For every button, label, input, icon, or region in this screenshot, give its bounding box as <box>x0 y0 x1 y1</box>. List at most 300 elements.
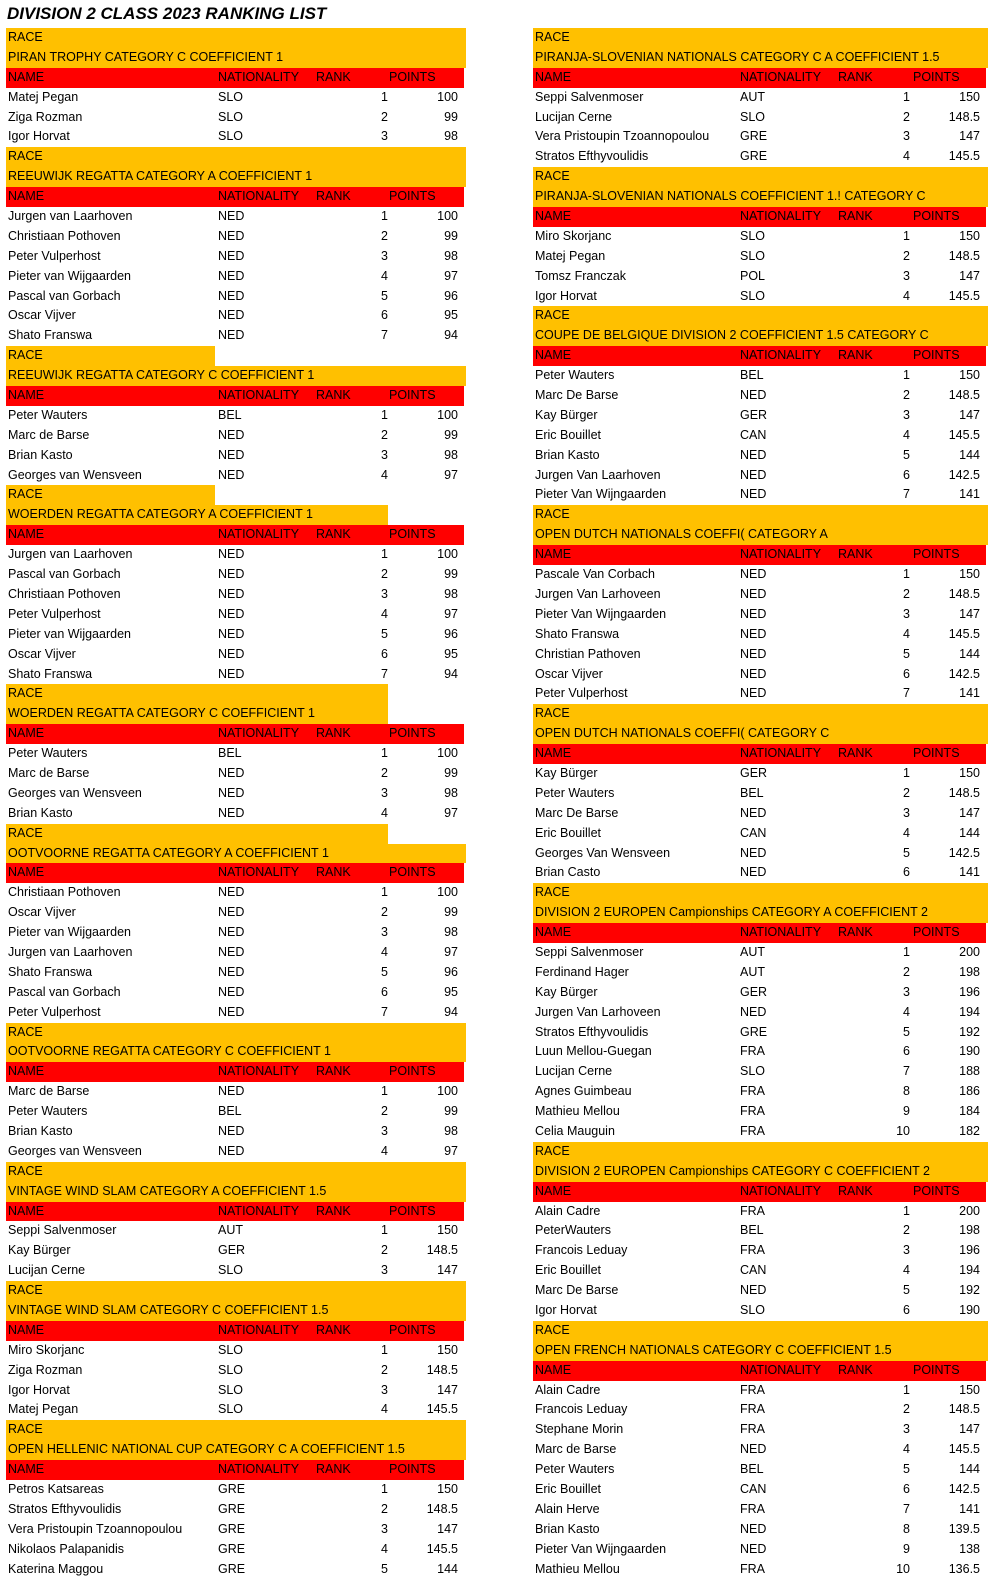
competitor-name: Ziga Rozman <box>8 109 83 124</box>
competitor-points: 147 <box>959 407 980 422</box>
competitor-nationality: SLO <box>218 89 244 104</box>
competitor-rank: 3 <box>903 268 910 283</box>
competitor-rank: 6 <box>381 308 388 323</box>
race-title: VINTAGE WIND SLAM CATEGORY C COEFFICIENT 1.5 <box>6 1301 466 1321</box>
table-row <box>533 287 986 307</box>
competitor-points: 97 <box>444 805 458 820</box>
column-header-points: POINTS <box>913 925 960 940</box>
table-header <box>6 863 464 883</box>
competitor-points: 148.5 <box>426 1362 458 1377</box>
column-header-name: NAME <box>535 746 572 761</box>
table-row <box>6 963 464 983</box>
table-row <box>533 1003 986 1023</box>
race-title: COUPE DE BELGIQUE DIVISION 2 COEFFICIENT 1.5 CATEGORY C <box>533 326 988 346</box>
competitor-nationality: FRA <box>740 1084 765 1099</box>
table-header <box>533 1361 986 1381</box>
table-row <box>533 605 986 625</box>
table-row <box>6 1400 464 1420</box>
competitor-nationality: GRE <box>218 1501 246 1516</box>
competitor-points: 96 <box>444 288 458 303</box>
race-title: DIVISION 2 EUROPEN Campionships CATEGORY C COEFFICIENT 2 <box>533 1162 988 1182</box>
competitor-points: 98 <box>444 925 458 940</box>
table-header <box>6 1460 464 1480</box>
competitor-points: 194 <box>959 1004 980 1019</box>
table-row <box>533 1023 986 1043</box>
column-header-rank: RANK <box>838 209 873 224</box>
competitor-rank: 1 <box>381 89 388 104</box>
competitor-nationality: SLO <box>740 109 766 124</box>
competitor-rank: 1 <box>903 1382 910 1397</box>
competitor-nationality: NED <box>218 785 245 800</box>
table-header <box>533 1182 986 1202</box>
competitor-rank: 6 <box>903 666 910 681</box>
competitor-name: Pieter van Wijgaarden <box>8 626 131 641</box>
competitor-nationality: BEL <box>740 368 764 383</box>
competitor-nationality: SLO <box>218 1362 244 1377</box>
race-title: OPEN FRENCH NATIONALS CATEGORY C COEFFICIENT 1.5 <box>533 1341 988 1361</box>
table-row <box>533 1042 986 1062</box>
column-header-nationality: NATIONALITY <box>740 69 822 84</box>
competitor-points: 141 <box>959 686 980 701</box>
competitor-points: 190 <box>959 1303 980 1317</box>
competitor-rank: 3 <box>903 129 910 144</box>
table-row <box>6 1221 464 1241</box>
column-header-nationality: NATIONALITY <box>218 865 300 880</box>
competitor-rank: 3 <box>381 1382 388 1397</box>
table-row <box>533 1540 986 1560</box>
column-header-rank: RANK <box>838 925 873 940</box>
column-header-points: POINTS <box>389 865 436 880</box>
competitor-nationality: FRA <box>740 1203 765 1218</box>
table-header <box>6 1202 464 1222</box>
table-row <box>533 684 986 704</box>
competitor-nationality: NED <box>218 268 245 283</box>
table-row <box>533 804 986 824</box>
competitor-name: Kay Bürger <box>535 407 598 422</box>
column-header-nationality: NATIONALITY <box>218 726 300 741</box>
competitor-nationality: GRE <box>218 1561 246 1576</box>
competitor-nationality: SLO <box>740 228 766 243</box>
column-header-rank: RANK <box>316 69 351 84</box>
column-header-name: NAME <box>8 865 45 880</box>
competitor-nationality: NED <box>740 666 767 681</box>
competitor-rank: 2 <box>903 1223 910 1238</box>
competitor-rank: 2 <box>381 905 388 920</box>
competitor-points: 97 <box>444 1143 458 1158</box>
competitor-rank: 3 <box>903 1422 910 1437</box>
table-row <box>6 1102 464 1122</box>
race-title: VINTAGE WIND SLAM CATEGORY A COEFFICIENT 1.5 <box>6 1182 466 1202</box>
table-row <box>6 88 464 108</box>
table-row <box>533 446 986 466</box>
competitor-nationality: BEL <box>740 1223 764 1238</box>
table-header <box>6 187 464 207</box>
column-header-rank: RANK <box>316 527 351 542</box>
competitor-rank: 2 <box>903 586 910 601</box>
competitor-points: 99 <box>444 905 458 920</box>
table-row <box>533 1440 986 1460</box>
competitor-name: Marc de Barse <box>8 427 90 442</box>
column-header-nationality: NATIONALITY <box>740 1362 822 1377</box>
table-row <box>6 1082 464 1102</box>
table-row <box>533 1500 986 1520</box>
competitor-nationality: NED <box>218 626 245 641</box>
competitor-name: Pieter van Wijgaarden <box>8 925 131 940</box>
competitor-points: 99 <box>444 765 458 780</box>
table-row <box>6 247 464 267</box>
competitor-nationality: GER <box>740 407 768 422</box>
column-header-points: POINTS <box>389 189 436 204</box>
competitor-rank: 4 <box>381 805 388 820</box>
competitor-nationality: GER <box>218 1243 246 1258</box>
column-header-points: POINTS <box>389 726 436 741</box>
competitor-nationality: NED <box>740 1004 767 1019</box>
competitor-rank: 7 <box>381 328 388 343</box>
competitor-rank: 1 <box>381 547 388 562</box>
column-header-nationality: NATIONALITY <box>740 925 822 940</box>
race-title: OOTVOORNE REGATTA CATEGORY A COEFFICIENT 1 <box>6 844 466 864</box>
competitor-points: 142.5 <box>948 467 980 482</box>
competitor-name: Francois Leduay <box>535 1243 628 1258</box>
competitor-name: Nikolaos Palapanidis <box>8 1541 125 1556</box>
race-label: RACE <box>533 306 988 326</box>
race-label: RACE <box>533 167 988 187</box>
competitor-nationality: NED <box>218 765 245 780</box>
competitor-points: 148.5 <box>948 388 980 403</box>
table-row <box>6 1381 464 1401</box>
competitor-points: 196 <box>959 984 980 999</box>
competitor-points: 150 <box>959 89 980 104</box>
competitor-nationality: NED <box>218 328 245 343</box>
column-header-name: NAME <box>535 925 572 940</box>
competitor-rank: 4 <box>903 149 910 164</box>
table-row <box>6 227 464 247</box>
competitor-name: Pascal van Gorbach <box>8 567 121 582</box>
competitor-rank: 4 <box>903 1263 910 1278</box>
competitor-rank: 3 <box>381 925 388 940</box>
race-label: RACE <box>6 1281 466 1301</box>
table-row <box>533 645 986 665</box>
competitor-nationality: FRA <box>740 1382 765 1397</box>
race-section <box>533 704 986 883</box>
competitor-points: 97 <box>444 606 458 621</box>
competitor-points: 186 <box>959 1084 980 1099</box>
table-row <box>533 1102 986 1122</box>
competitor-name: Oscar Vijver <box>8 308 76 323</box>
column-header-rank: RANK <box>316 1064 351 1079</box>
competitor-points: 98 <box>444 129 458 144</box>
competitor-name: Pascal van Gorbach <box>8 288 121 303</box>
competitor-name: Georges van Wensveen <box>8 467 142 482</box>
competitor-nationality: FRA <box>740 1243 765 1258</box>
competitor-nationality: CAN <box>740 1263 767 1278</box>
column-header-rank: RANK <box>316 388 351 403</box>
race-section <box>533 1142 986 1321</box>
table-row <box>6 1261 464 1281</box>
column-header-rank: RANK <box>838 348 873 363</box>
competitor-nationality: GER <box>740 984 768 999</box>
competitor-name: Vera Pristoupin Tzoannopoulou <box>535 129 710 144</box>
column-header-rank: RANK <box>838 69 873 84</box>
competitor-nationality: SLO <box>218 109 244 124</box>
competitor-name: Pieter Van Wijngaarden <box>535 606 667 621</box>
competitor-points: 95 <box>444 984 458 999</box>
column-header-points: POINTS <box>389 1064 436 1079</box>
competitor-name: Mathieu Mellou <box>535 1104 620 1119</box>
competitor-nationality: NED <box>218 586 245 601</box>
competitor-nationality: NED <box>218 447 245 462</box>
competitor-nationality: NED <box>218 427 245 442</box>
competitor-points: 142.5 <box>948 666 980 681</box>
competitor-rank: 7 <box>381 666 388 681</box>
competitor-name: Jurgen van Laarhoven <box>8 209 133 224</box>
table-row <box>533 1301 986 1321</box>
column-header-points: POINTS <box>389 69 436 84</box>
table-row <box>6 1241 464 1261</box>
table-row <box>6 605 464 625</box>
competitor-rank: 4 <box>381 944 388 959</box>
competitor-points: 147 <box>437 1263 458 1278</box>
competitor-nationality: SLO <box>740 1064 766 1079</box>
competitor-points: 150 <box>959 1382 980 1397</box>
competitor-rank: 5 <box>903 447 910 462</box>
competitor-points: 98 <box>444 785 458 800</box>
competitor-rank: 5 <box>903 646 910 661</box>
table-row <box>6 426 464 446</box>
table-row <box>533 1281 986 1301</box>
competitor-nationality: NED <box>218 885 245 900</box>
table-row <box>6 665 464 685</box>
competitor-nationality: NED <box>740 1442 767 1457</box>
column-header-rank: RANK <box>316 726 351 741</box>
competitor-points: 150 <box>437 1482 458 1497</box>
competitor-nationality: NED <box>740 646 767 661</box>
competitor-name: Ferdinand Hager <box>535 964 629 979</box>
competitor-name: Lucijan Cerne <box>535 1064 613 1079</box>
table-row <box>533 406 986 426</box>
competitor-rank: 4 <box>381 268 388 283</box>
competitor-nationality: NED <box>740 686 767 701</box>
competitor-rank: 3 <box>381 1263 388 1278</box>
competitor-name: Tomsz Franczak <box>535 268 626 283</box>
race-section <box>533 883 986 1142</box>
column-header-name: NAME <box>8 1064 45 1079</box>
competitor-name: Matej Pegan <box>535 248 606 263</box>
competitor-rank: 8 <box>903 1084 910 1099</box>
race-section <box>6 1281 464 1420</box>
table-row <box>533 665 986 685</box>
competitor-nationality: NED <box>218 567 245 582</box>
competitor-name: Peter Vulperhost <box>8 1004 101 1019</box>
table-row <box>533 784 986 804</box>
competitor-name: Vera Pristoupin Tzoannopoulou <box>8 1521 183 1536</box>
competitor-points: 150 <box>437 1342 458 1357</box>
competitor-name: Eric Bouillet <box>535 1263 601 1278</box>
competitor-rank: 5 <box>903 1283 910 1298</box>
column-header-name: NAME <box>535 209 572 224</box>
column-header-points: POINTS <box>913 69 960 84</box>
column-header-points: POINTS <box>389 527 436 542</box>
table-row <box>533 485 986 505</box>
competitor-rank: 2 <box>903 964 910 979</box>
competitor-name: Oscar Vijver <box>8 646 76 661</box>
competitor-points: 144 <box>959 825 980 840</box>
competitor-rank: 3 <box>381 1521 388 1536</box>
competitor-rank: 2 <box>903 109 910 124</box>
competitor-points: 138 <box>959 1541 980 1556</box>
table-row <box>6 983 464 1003</box>
competitor-nationality: CAN <box>740 427 767 442</box>
competitor-rank: 5 <box>381 1561 388 1576</box>
competitor-points: 147 <box>437 1382 458 1397</box>
competitor-rank: 1 <box>903 944 910 959</box>
competitor-points: 99 <box>444 1104 458 1119</box>
competitor-nationality: NED <box>740 865 767 880</box>
competitor-points: 148.5 <box>948 1402 980 1417</box>
competitor-nationality: NED <box>218 1084 245 1099</box>
competitor-name: Jurgen van Laarhoven <box>8 944 133 959</box>
competitor-rank: 7 <box>381 1004 388 1019</box>
competitor-name: Peter Vulperhost <box>8 248 101 263</box>
competitor-name: Jurgen Van Larhoveen <box>535 586 661 601</box>
table-row <box>6 406 464 426</box>
column-header-nationality: NATIONALITY <box>218 69 300 84</box>
competitor-name: Kay Bürger <box>535 984 598 999</box>
competitor-nationality: BEL <box>740 785 764 800</box>
table-row <box>6 645 464 665</box>
competitor-name: Igor Horvat <box>535 1303 597 1317</box>
table-row <box>6 883 464 903</box>
competitor-rank: 7 <box>903 487 910 502</box>
competitor-points: 99 <box>444 567 458 582</box>
competitor-nationality: NED <box>218 984 245 999</box>
competitor-rank: 3 <box>381 1123 388 1138</box>
column-header-rank: RANK <box>316 1462 351 1477</box>
competitor-points: 144 <box>959 447 980 462</box>
race-label: RACE <box>6 1023 466 1043</box>
competitor-rank: 6 <box>903 1482 910 1497</box>
page-title: DIVISION 2 CLASS 2023 RANKING LIST <box>7 4 327 23</box>
competitor-points: 145.5 <box>948 149 980 164</box>
table-row <box>533 1381 986 1401</box>
competitor-nationality: NED <box>740 388 767 403</box>
competitor-name: Igor Horvat <box>8 1382 70 1397</box>
race-section <box>6 684 464 823</box>
column-header-name: NAME <box>8 527 45 542</box>
competitor-rank: 6 <box>381 646 388 661</box>
competitor-rank: 1 <box>381 885 388 900</box>
competitor-nationality: NED <box>218 646 245 661</box>
column-header-rank: RANK <box>838 1362 873 1377</box>
competitor-name: Eric Bouillet <box>535 427 601 442</box>
competitor-nationality: NED <box>218 228 245 243</box>
race-section <box>6 28 464 147</box>
competitor-rank: 3 <box>381 785 388 800</box>
competitor-name: Seppi Salvenmoser <box>535 89 644 104</box>
competitor-rank: 4 <box>903 825 910 840</box>
competitor-nationality: NED <box>218 1004 245 1019</box>
competitor-rank: 3 <box>903 1243 910 1258</box>
competitor-nationality: FRA <box>740 1104 765 1119</box>
competitor-name: Pascale Van Corbach <box>535 567 655 582</box>
competitor-rank: 5 <box>381 964 388 979</box>
competitor-rank: 1 <box>903 1203 910 1218</box>
table-row <box>6 1122 464 1142</box>
competitor-name: PeterWauters <box>535 1223 611 1238</box>
column-header-rank: RANK <box>838 547 873 562</box>
competitor-points: 145.5 <box>426 1402 458 1417</box>
competitor-points: 98 <box>444 447 458 462</box>
competitor-nationality: NED <box>740 805 767 820</box>
table-row <box>533 1122 986 1142</box>
competitor-name: Kay Bürger <box>535 765 598 780</box>
race-label: RACE <box>6 824 388 844</box>
competitor-name: Igor Horvat <box>8 129 70 144</box>
competitor-nationality: FRA <box>740 1561 765 1576</box>
race-label: RACE <box>6 485 215 505</box>
competitor-rank: 7 <box>903 686 910 701</box>
competitor-points: 95 <box>444 308 458 323</box>
competitor-rank: 4 <box>381 1541 388 1556</box>
competitor-name: Marc De Barse <box>535 1283 619 1298</box>
competitor-name: Miro Skorjanc <box>535 228 612 243</box>
column-header-rank: RANK <box>838 746 873 761</box>
competitor-nationality: NED <box>740 467 767 482</box>
competitor-rank: 1 <box>903 765 910 780</box>
table-row <box>6 287 464 307</box>
table-row <box>533 1062 986 1082</box>
competitor-rank: 1 <box>903 567 910 582</box>
competitor-points: 184 <box>959 1104 980 1119</box>
competitor-nationality: SLO <box>218 1263 244 1278</box>
column-header-nationality: NATIONALITY <box>218 189 300 204</box>
race-title: DIVISION 2 EUROPEN Campionships CATEGORY A COEFFICIENT 2 <box>533 903 988 923</box>
competitor-rank: 4 <box>381 467 388 482</box>
competitor-points: 148.5 <box>948 109 980 124</box>
race-section <box>533 28 986 167</box>
competitor-points: 141 <box>959 865 980 880</box>
competitor-name: Marc de Barse <box>535 1442 617 1457</box>
column-header-rank: RANK <box>316 865 351 880</box>
competitor-rank: 4 <box>903 427 910 442</box>
race-title: PIRAN TROPHY CATEGORY C COEFFICIENT 1 <box>6 48 466 68</box>
table-row <box>533 366 986 386</box>
competitor-nationality: GRE <box>218 1482 246 1497</box>
competitor-name: Christiaan Pothoven <box>8 885 121 900</box>
column-header-nationality: NATIONALITY <box>218 1203 300 1218</box>
race-label: RACE <box>6 28 466 48</box>
table-row <box>533 127 986 147</box>
competitor-nationality: FRA <box>740 1402 765 1417</box>
table-header <box>6 1321 464 1341</box>
competitor-rank: 2 <box>381 427 388 442</box>
competitor-points: 148.5 <box>948 785 980 800</box>
competitor-nationality: NED <box>740 626 767 641</box>
competitor-points: 96 <box>444 626 458 641</box>
table-row <box>6 545 464 565</box>
competitor-name: Francois Leduay <box>535 1402 628 1417</box>
competitor-rank: 3 <box>903 805 910 820</box>
competitor-rank: 1 <box>381 1223 388 1238</box>
column-header-rank: RANK <box>316 1203 351 1218</box>
competitor-name: Lucijan Cerne <box>535 109 613 124</box>
column-header-name: NAME <box>535 1183 572 1198</box>
competitor-rank: 2 <box>381 109 388 124</box>
table-row <box>533 565 986 585</box>
competitor-points: 150 <box>959 765 980 780</box>
table-row <box>533 1082 986 1102</box>
table-header <box>533 923 986 943</box>
